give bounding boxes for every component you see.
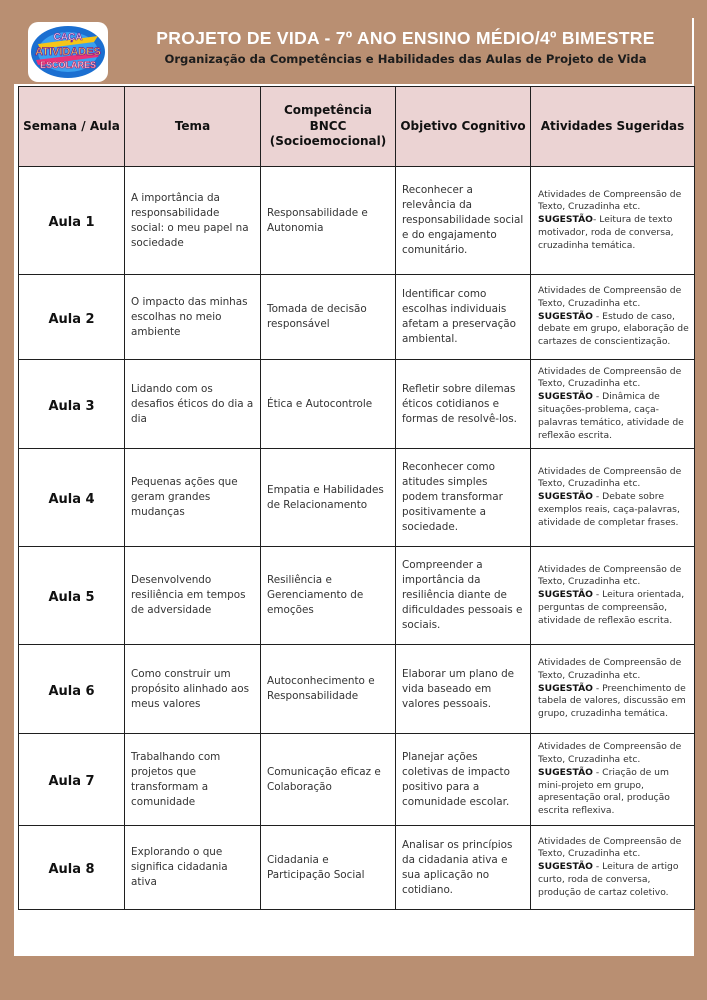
tema-cell: Desenvolvendo resiliência em tempos de adversidade [125,547,261,645]
tema-cell: A importância da responsabilidade social: o meu papel na sociedade [125,167,261,275]
atividades-base: Atividades de Compreensão de Texto, Cruzadinha etc. [538,188,682,213]
competencia-cell: Resiliência e Gerenciamento de emoções [261,547,396,645]
table-row [19,645,695,734]
column-header-semana: Semana / Aula [19,87,125,167]
atividades-cell [531,547,695,645]
atividades-cell [531,645,695,734]
tema-cell: Como construir um propósito alinhado aos meus valores [125,645,261,734]
atividades-base: Atividades de Compreensão de Texto, Cruzadinha etc. [538,285,682,309]
tema-cell: Lidando com os desafios éticos do dia a dia [125,360,261,449]
atividades-cell [531,734,695,826]
objetivo-cell: Elaborar um plano de vida baseado em valores pessoais. [396,645,531,734]
sugestao-label: SUGESTÃO [538,491,593,503]
aula-cell: Aula 5 [19,547,125,645]
atividades-cell [531,167,695,275]
aula-cell: Aula 1 [19,167,125,275]
logo-graphic [28,22,108,82]
table-row [19,275,695,360]
column-header-competencia: Competência BNCC (Socioemocional) [261,87,396,167]
aula-cell: Aula 6 [19,645,125,734]
atividades-base: Atividades de Compreensão de Texto, Cruzadinha etc. [538,465,682,490]
column-header-tema: Tema [125,87,261,167]
table-row [19,547,695,645]
table-row [19,734,695,826]
tema-cell: Explorando o que significa cidadania ativa [125,826,261,910]
table-row [19,826,695,910]
table-row [19,449,695,547]
sugestao-text: - Leitura de texto motivador, roda de conversa, cruzadinha temática. [538,214,674,251]
tema-cell: Pequenas ações que geram grandes mudanças [125,449,261,547]
logo-text-bottom: ESCOLARES [39,60,97,70]
logo-text-top: CAÇA [53,32,83,43]
competencia-cell: Autoconhecimento e Responsabilidade [261,645,396,734]
table-header-row [19,87,695,167]
logo-text-mid: ATIVIDADES [35,46,101,58]
objetivo-cell: Refletir sobre dilemas éticos cotidianos e formas de resolvê-los. [396,360,531,449]
sugestao-text: - Debate sobre exemplos reais, caça-palavras, atividade de completar frases. [538,491,680,528]
atividades-base: Atividades de Compreensão de Texto, Cruzadinha etc. [538,657,682,681]
lesson-table [18,86,695,910]
atividades-base: Atividades de Compreensão de Texto, Cruzadinha etc. [538,835,682,860]
sugestao-label: SUGESTÃO [538,861,593,873]
sugestao-text: - Criação de um mini-projeto em grupo, apresentação oral, produção escrita reflexiva. [538,766,670,817]
aula-cell: Aula 7 [19,734,125,826]
table-row [19,167,695,275]
competencia-cell: Ética e Autocontrole [261,360,396,449]
aula-cell: Aula 2 [19,275,125,360]
objetivo-cell: Identificar como escolhas individuais afetam a preservação ambiental. [396,275,531,360]
objetivo-cell: Planejar ações coletivas de impacto positivo para a comunidade escolar. [396,734,531,826]
atividades-cell [531,275,695,360]
tema-cell: Trabalhando com projetos que transformam a comunidade [125,734,261,826]
page-subtitle: Organização da Competências e Habilidades das Aulas de Projeto de Vida [164,52,647,66]
sugestao-label: SUGESTÃO [538,682,593,694]
column-header-objetivo: Objetivo Cognitivo [396,87,531,167]
sugestao-text: - Dinâmica de situações-problema, caça-palavras temático, atividade de reflexão escrita. [538,391,684,441]
objetivo-cell: Reconhecer a relevância da responsabilidade social e do engajamento comunitário. [396,167,531,275]
competencia-cell: Cidadania e Participação Social [261,826,396,910]
atividades-cell [531,826,695,910]
sugestao-text: - Estudo de caso, debate em grupo, elaboração de cartazes de conscientização. [538,310,689,348]
logo [28,22,108,82]
atividades-base: Atividades de Compreensão de Texto, Cruzadinha etc. [538,741,682,765]
sugestao-label: SUGESTÃO [538,214,593,226]
competencia-cell: Tomada de decisão responsável [261,275,396,360]
sugestao-text: - Leitura de artigo curto, roda de conversa, produção de cartaz coletivo. [538,861,679,898]
page-title: PROJETO DE VIDA - 7º ANO ENSINO MÉDIO/4º BIMESTRE [156,28,655,48]
aula-cell: Aula 4 [19,449,125,547]
sugestao-label: SUGESTÃO [538,766,593,778]
atividades-base: Atividades de Compreensão de Texto, Cruzadinha etc. [538,563,682,588]
competencia-cell: Comunicação eficaz e Colaboração [261,734,396,826]
atividades-base: Atividades de Compreensão de Texto, Cruzadinha etc. [538,365,682,390]
sugestao-label: SUGESTÃO [538,589,593,601]
aula-cell: Aula 8 [19,826,125,910]
objetivo-cell: Compreender a importância da resiliência diante de dificuldades pessoais e sociais. [396,547,531,645]
sugestao-label: SUGESTÃO [538,310,593,322]
aula-cell: Aula 3 [19,360,125,449]
sugestao-text: - Preenchimento de tabela de valores, discussão em grupo, cruzadinha temática. [538,682,686,720]
sugestao-text: - Leitura orientada, perguntas de compreensão, atividade de reflexão escrita. [538,589,685,626]
column-header-atividades: Atividades Sugeridas [531,87,695,167]
objetivo-cell: Analisar os princípios da cidadania ativa e sua aplicação no cotidiano. [396,826,531,910]
objetivo-cell: Reconhecer como atitudes simples podem transformar positivamente a sociedade. [396,449,531,547]
competencia-cell: Responsabilidade e Autonomia [261,167,396,275]
table-row [19,360,695,449]
tema-cell: O impacto das minhas escolhas no meio ambiente [125,275,261,360]
competencia-cell: Empatia e Habilidades de Relacionamento [261,449,396,547]
atividades-cell [531,449,695,547]
sugestao-label: SUGESTÃO [538,391,593,403]
atividades-cell [531,360,695,449]
